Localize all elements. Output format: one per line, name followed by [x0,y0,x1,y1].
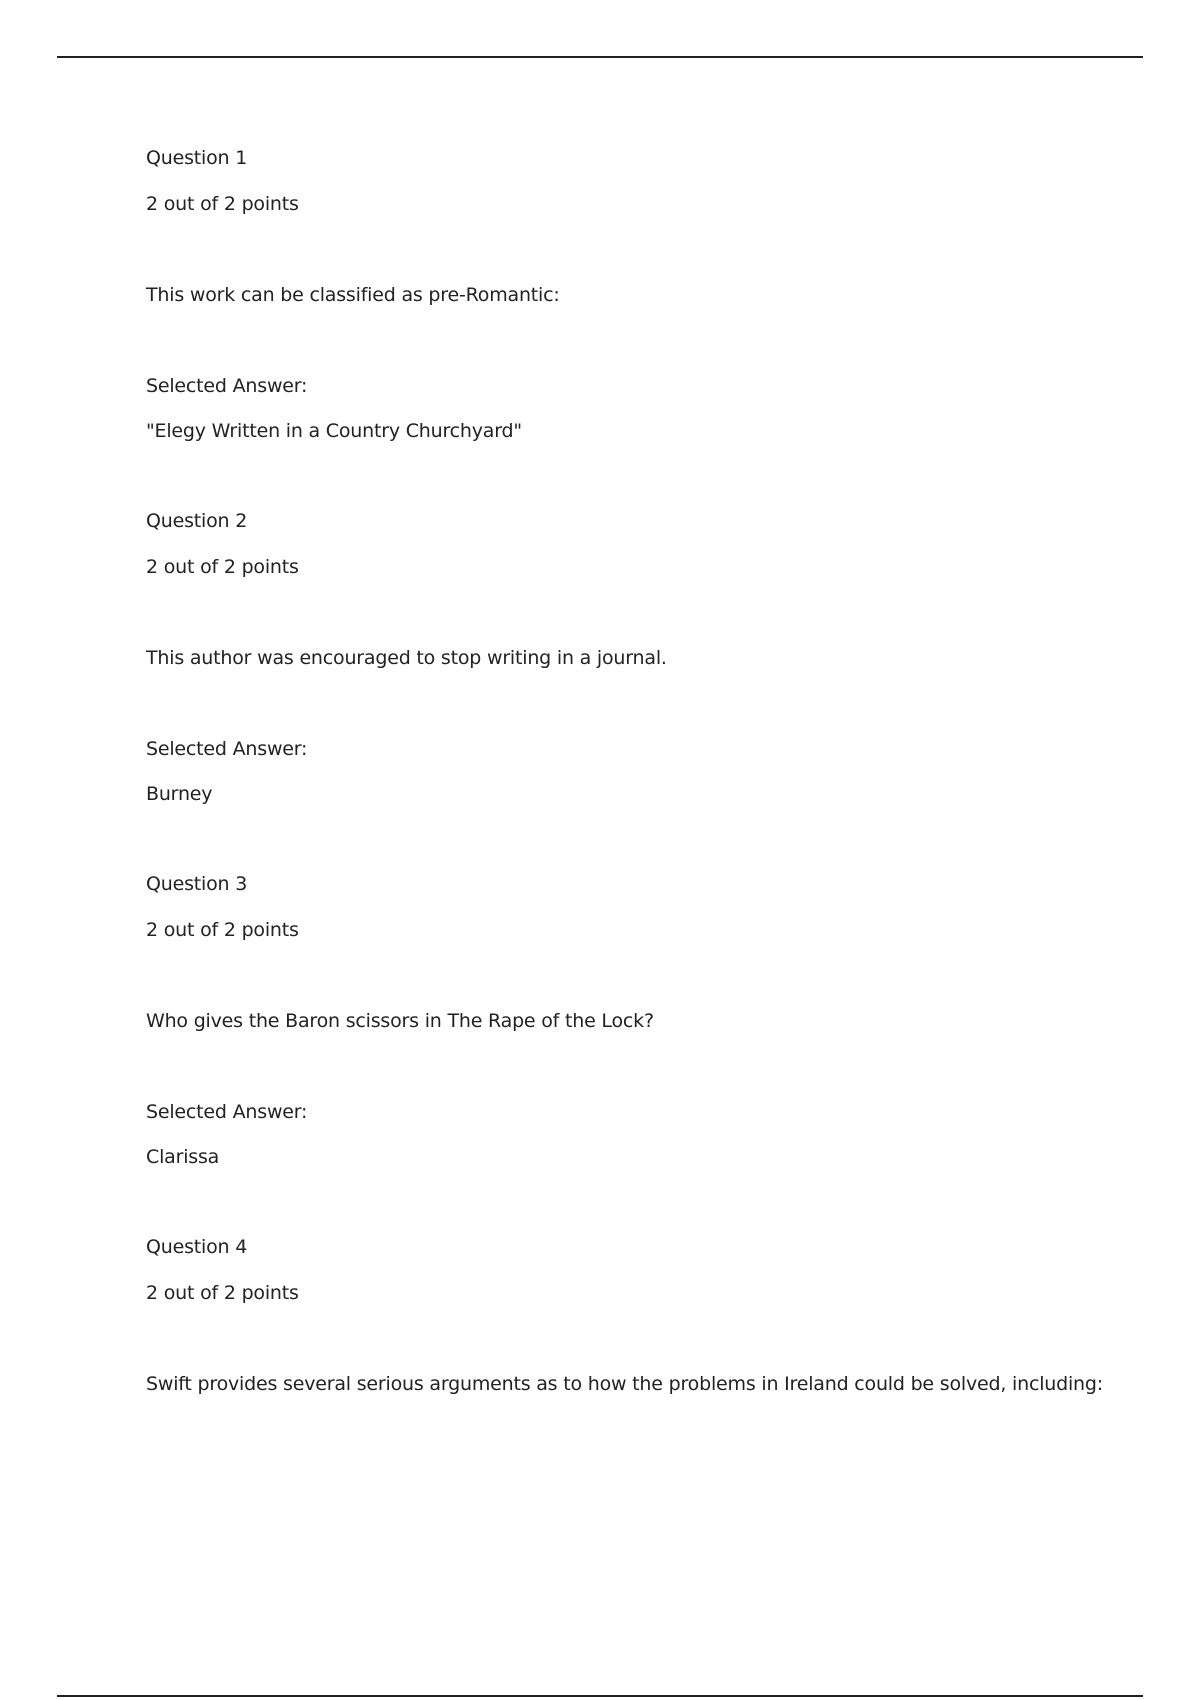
question-text: This work can be classified as pre-Romantic: [146,284,560,306]
bottom-divider [57,1695,1143,1697]
question-title: Question 1 [146,147,248,169]
question-title: Question 2 [146,510,248,532]
question-title: Question 4 [146,1236,248,1258]
question-text: Swift provides several serious arguments as to how the problems in Ireland could be solved, including: [146,1373,1103,1395]
question-text: This author was encouraged to stop writing in a journal. [146,647,667,669]
selected-answer-label: Selected Answer: [146,738,308,760]
question-text: Who gives the Baron scissors in The Rape of the Lock? [146,1010,654,1032]
selected-answer: "Elegy Written in a Country Churchyard" [146,420,522,442]
selected-answer-label: Selected Answer: [146,1101,308,1123]
question-points: 2 out of 2 points [146,193,299,215]
selected-answer: Burney [146,783,213,805]
selected-answer-label: Selected Answer: [146,375,308,397]
top-divider [57,56,1143,58]
question-points: 2 out of 2 points [146,919,299,941]
question-points: 2 out of 2 points [146,556,299,578]
selected-answer: Clarissa [146,1146,220,1168]
question-points: 2 out of 2 points [146,1282,299,1304]
question-title: Question 3 [146,873,248,895]
